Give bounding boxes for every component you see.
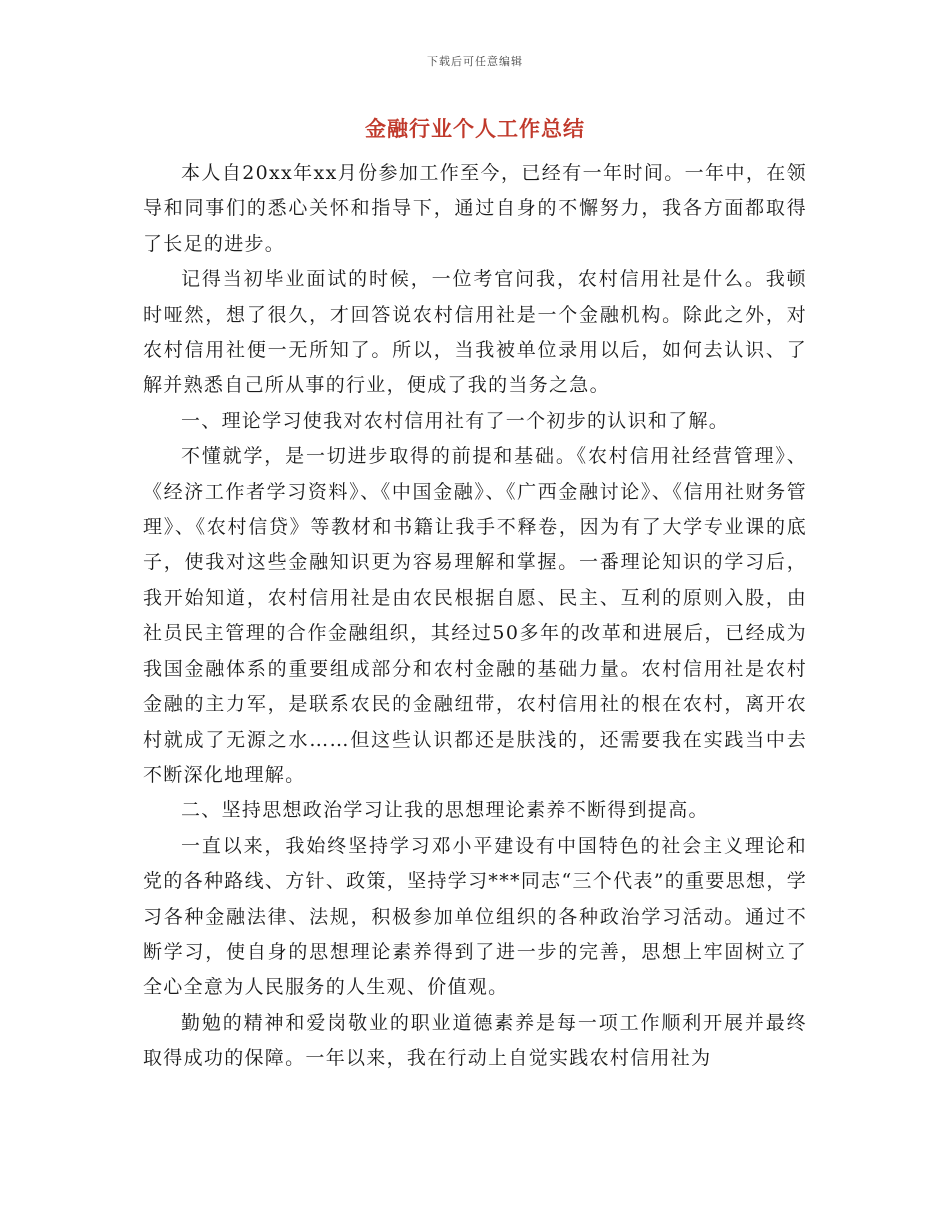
paragraph: 不懂就学，是一切进步取得的前提和基础。《农村信用社经营管理》、《经济工作者学习资料》、《中国金融》、《广西金融讨论》、《信用社财务管理》、《农村信贷》等教材和书籍让我手不释卷，因为有了大学专业课的底子，使我对这些金融知识更为容易理解和掌握。一番理论知识的学习后，我开始知道，农村信用社是由农民根据自愿、民主、互利的原则入股，由社员民主管理的合作金融组织，其经过50多年的改革和进展后，已经成为我国金融体系的重要组成部分和农村金融的基础力量。农村信用社是农村金融的主力军，是联系农民的金融纽带，农村信用社的根在农村，离开农村就成了无源之水……但这些认识都还是肤浅的，还需要我在实践当中去不断深化地理解。: [143, 445, 807, 786]
header-note: 下载后可任意编辑: [427, 55, 523, 68]
paragraph: 一直以来，我始终坚持学习邓小平建设有中国特色的社会主义理论和党的各种路线、方针、政策，坚持学习***同志“三个代表”的重要思想，学习各种金融法律、法规，积极参加单位组织的各种政治学习活动。通过不断学习，使自身的思想理论素养得到了进一步的完善，思想上牢固树立了全心全意为人民服务的人生观、价值观。: [143, 834, 807, 999]
section-heading: 二、坚持思想政治学习让我的思想理论素养不断得到提高。: [181, 799, 709, 822]
paragraph: 勤勉的精神和爱岗敬业的职业道德素养是每一项工作顺利开展并最终取得成功的保障。一年以来，我在行动上自觉实践农村信用社为: [143, 1011, 807, 1070]
paragraph: 记得当初毕业面试的时候，一位考官问我，农村信用社是什么。我顿时哑然，想了很久，才回答说农村信用社是一个金融机构。除此之外，对农村信用社便一无所知了。所以，当我被单位录用以后，如何去认识、了解并熟悉自己所从事的行业，便成了我的当务之急。: [143, 268, 807, 397]
document-body: [143, 156, 807, 1077]
document-title: 金融行业个人工作总结: [365, 117, 585, 141]
paragraph: 本人自20xx年xx月份参加工作至今，已经有一年时间。一年中，在领导和同事们的悉心关怀和指导下，通过自身的不懈努力，我各方面都取得了长足的进步。: [143, 162, 807, 255]
section-heading: 一、理论学习使我对农村信用社有了一个初步的认识和了解。: [181, 409, 730, 432]
